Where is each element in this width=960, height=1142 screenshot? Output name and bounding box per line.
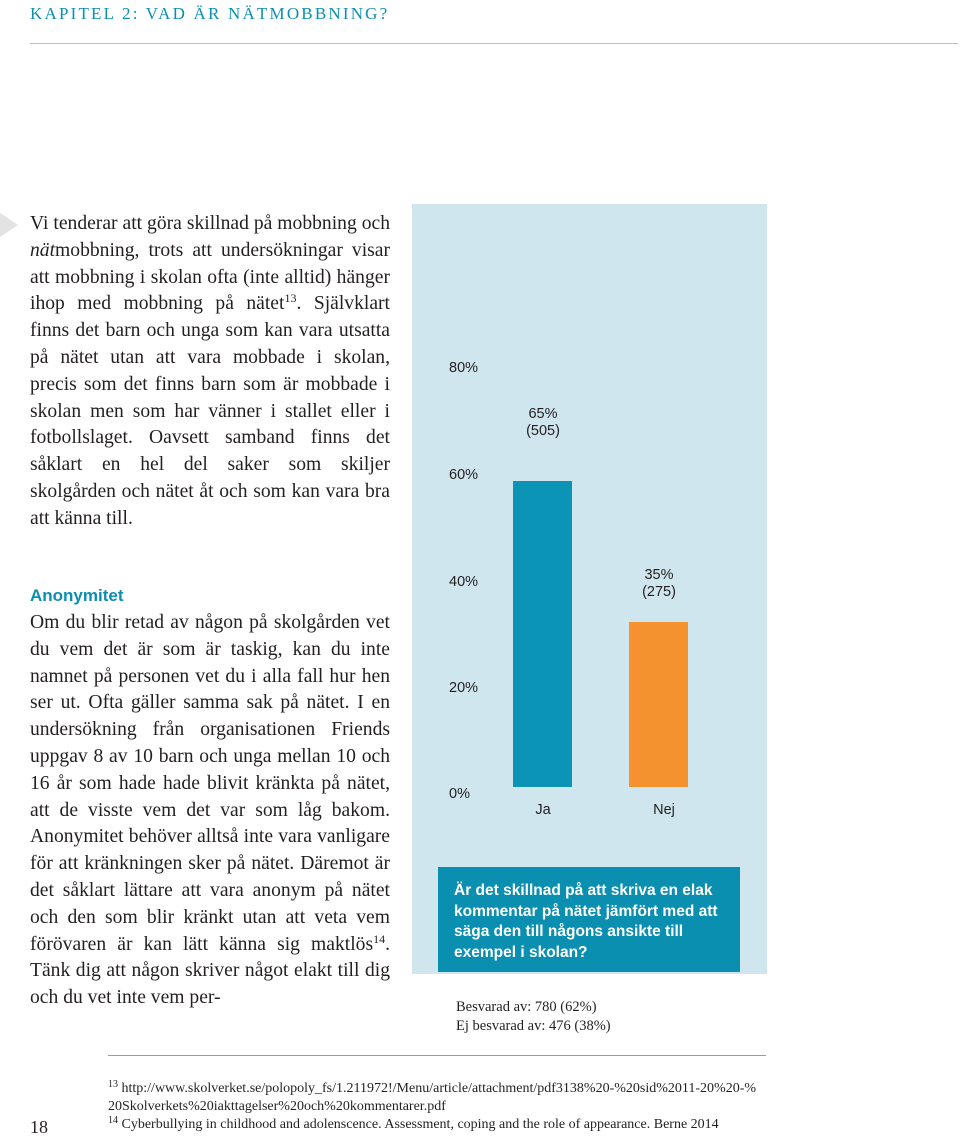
intro-paragraph — [30, 211, 390, 533]
footnote-13 — [108, 1080, 758, 1116]
not-answered-count: Ej besvarad av: 476 (38%) — [456, 1018, 611, 1034]
response-stats — [456, 998, 611, 1036]
y-tick-label: 40% — [449, 574, 479, 590]
y-tick-label: 80% — [449, 360, 479, 376]
footnote-ref-13: 13 — [284, 291, 297, 306]
y-tick-label: 60% — [449, 467, 479, 483]
chapter-title: KAPITEL 2: VAD ÄR NÄTMOBBNING? — [30, 4, 390, 23]
footnote-ref-14: 14 — [373, 931, 386, 946]
y-tick-label: 0% — [449, 786, 470, 802]
intro-text-b: mobbning, trots att undersökningar visar att mobbning i skolan ofta (inte alltid) hänger ihop med mobbning på nätet — [30, 239, 390, 315]
anonymity-text-a: Om du blir retad av någon på skolgården vet du vem det är som är taskig, kan du inte namnet på personen vet du i alla fall hur hen ser ut. Ofta gäller samma sak på nätet. I en undersökning från organisationen Friends uppgav 8 av 10 barn och unga mellan 10 och 16 år som hade hade blivit kränkta på nätet, att de visste vem det var som låg bakom. Anonymitet behöver alltså inte vara vanligare för att kränkningen sker på nätet. Däremot är det såklart lättare att vara anonym på nätet och den som blir kränkt utan att veta vem förövaren är kan lätt känna sig maktlös — [30, 612, 390, 955]
data-label-nej-percent: 35% — [644, 567, 674, 583]
bar-nej — [629, 622, 688, 787]
header-divider — [30, 43, 958, 44]
data-label-nej — [619, 567, 699, 601]
x-category-nej: Nej — [653, 802, 675, 818]
footnotes — [108, 1080, 758, 1134]
answered-count: Besvarad av: 780 (62%) — [456, 999, 597, 1015]
anonymity-text-b: . Tänk dig att någon skriver något elakt till dig och du vet inte vem per- — [30, 933, 390, 1009]
footnote-text-14: Cyberbullying in childhood and adolenscence. Assessment, coping and the role of appearance. Berne 2014 — [121, 1117, 719, 1132]
footnote-number-13: 13 — [108, 1079, 118, 1090]
bar-ja — [513, 481, 572, 787]
footnote-text-13: http://www.skolverket.se/polopoly_fs/1.211972!/Menu/article/attachment/pdf3138%20-%20sid%2011-20%20-%20Skolverkets%20iakttagelser%20och%20kommentarer.pdf — [108, 1081, 757, 1114]
data-label-ja — [503, 406, 583, 440]
data-label-ja-percent: 65% — [528, 406, 558, 422]
page-number: 18 — [30, 1117, 48, 1137]
arrow-marker-icon — [0, 213, 18, 237]
data-label-nej-count: (275) — [642, 584, 676, 600]
intro-text-c: . Självklart finns det barn och unga som kan vara utsatta på nätet utan att vara mobbade i skolan, precis som det finns barn som är mobbade i skolan men som har vänner i stallet eller i fotbollslaget. Oavsett samband finns det såklart en hel del saker som skiljer skolgården och nätet åt och som kan vara bra att känna till. — [30, 293, 390, 529]
x-category-ja: Ja — [535, 802, 551, 818]
data-label-ja-count: (505) — [526, 423, 560, 439]
footnote-14 — [108, 1116, 758, 1134]
footnote-number-14: 14 — [108, 1115, 118, 1126]
y-tick-label: 20% — [449, 680, 479, 696]
footnote-divider — [108, 1055, 766, 1056]
anonymity-paragraph — [30, 610, 390, 1012]
section-heading: Anonymitet — [30, 586, 124, 605]
intro-text-a: Vi tenderar att göra skillnad på mobbning och — [30, 213, 390, 234]
intro-text-em: nät — [30, 239, 56, 261]
survey-question: Är det skillnad på att skriva en elak kommentar på nätet jämfört med att säga den till någons ansikte till exempel i skolan? — [438, 867, 740, 972]
